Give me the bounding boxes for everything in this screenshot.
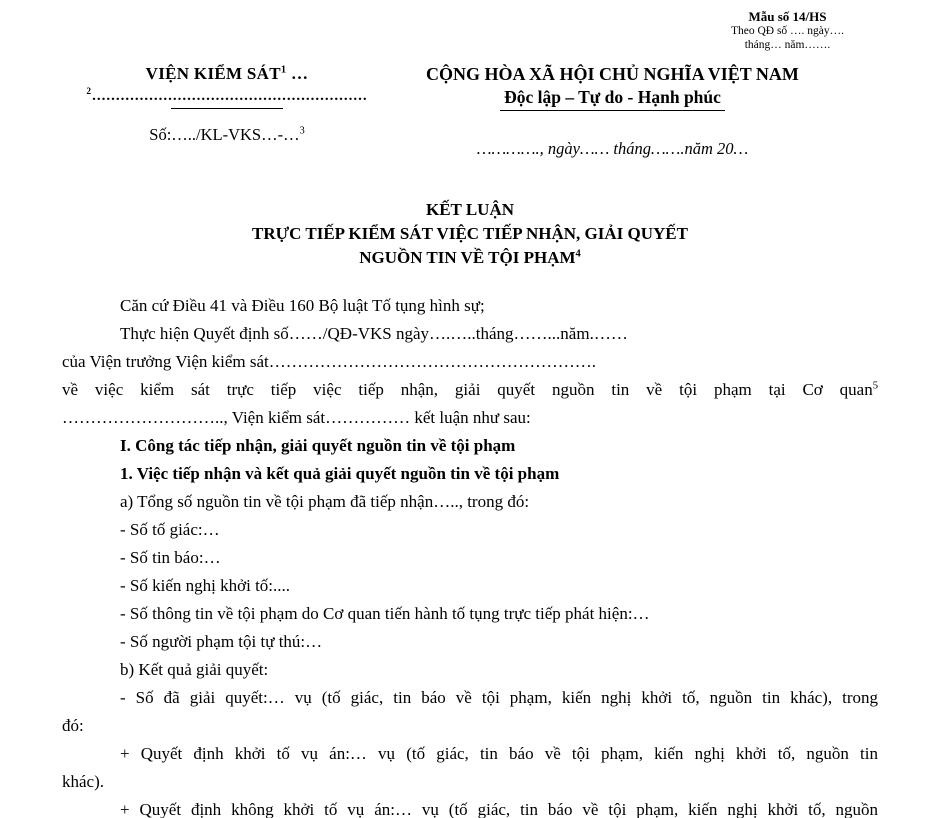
item-resolved-count-cont: đó: [62, 716, 84, 735]
item-denunciations: - Số tố giác:… [120, 520, 220, 539]
form-code-line3: tháng… năm……. [744, 39, 831, 51]
item-b-resolution-results: b) Kết quả giải quyết: [120, 660, 269, 679]
issuing-agency-block [62, 64, 392, 145]
paragraph-decision-cont: của Viện trưởng Viện kiểm sát…………………………………………………. [62, 352, 596, 371]
agency-name-dots: … [291, 64, 309, 83]
item-resolved-count: - Số đã giải quyết:… vụ (tố giác, tin báo về tội phạm, kiến nghị khởi tố, nguồn tin khác), trong [120, 688, 878, 707]
agency-name-text: VIỆN KIỂM SÁT [145, 64, 281, 83]
item-prosecution-decision: + Quyết định khởi tố vụ án:… vụ (tố giác, tin báo về tội phạm, kiến nghị khởi tố, nguồn tin [120, 744, 878, 763]
subsection-heading-1: 1. Việc tiếp nhận và kết quả giải quyết nguồn tin về tội phạm [120, 464, 560, 483]
paragraph-scope [62, 376, 878, 404]
document-body [62, 292, 878, 818]
section-heading-1: I. Công tác tiếp nhận, giải quyết nguồn tin về tội phạm [120, 436, 516, 455]
footnote-ref-1: 1 [280, 64, 287, 76]
document-number-text: Số:…../KL-VKS…-… [149, 125, 300, 144]
item-prosecution-decision-cont: khác). [62, 772, 105, 791]
form-code-title: Mẫu số 14/HS [748, 9, 827, 24]
document-number [62, 125, 392, 145]
footnote-ref-4: 4 [575, 248, 581, 260]
document-title-line3 [62, 246, 878, 270]
paragraph-legal-basis: Căn cứ Điều 41 và Điều 160 Bộ luật Tố tụng hình sự; [120, 296, 485, 315]
form-code-block [695, 10, 880, 52]
item-self-surrender: - Số người phạm tội tự thú:… [120, 632, 323, 651]
document-title-line2: TRỰC TIẾP KIỂM SÁT VIỆC TIẾP NHẬN, GIẢI QUYẾT [252, 224, 688, 243]
national-motto: Độc lập – Tự do - Hạnh phúc [500, 87, 725, 111]
item-directly-detected: - Số thông tin về tội phạm do Cơ quan tiến hành tố tụng trực tiếp phát hiện:… [120, 604, 650, 623]
form-code-line2: Theo QĐ số …. ngày…. [730, 25, 845, 37]
paragraph-scope-cont: ……………………….., Viện kiểm sát…………… kết luận như sau: [62, 408, 531, 427]
item-prosecution-petitions: - Số kiến nghị khởi tố:.... [120, 576, 291, 595]
national-header-block [380, 64, 845, 159]
national-title: CỘNG HÒA XÃ HỘI CHỦ NGHĨA VIỆT NAM [426, 64, 799, 84]
item-a-total-received: a) Tổng số nguồn tin về tội phạm đã tiếp nhận….., trong đó: [120, 492, 530, 511]
paragraph-decision: Thực hiện Quyết định số……/QĐ-VKS ngày….…..tháng……...năm.…… [120, 324, 628, 343]
agency-subline [62, 88, 392, 105]
footnote-ref-2: 2 [86, 87, 93, 97]
agency-subline-dots: .......................................................... [92, 88, 368, 104]
document-title [62, 198, 878, 270]
item-crime-reports: - Số tin báo:… [120, 548, 221, 567]
document-title-line3-text: NGUỒN TIN VỀ TỘI PHẠM [359, 248, 576, 267]
agency-name [62, 64, 392, 84]
footnote-ref-3: 3 [299, 125, 305, 137]
paragraph-scope-text: về việc kiểm sát trực tiếp việc tiếp nhận, giải quyết nguồn tin về tội phạm tại Cơ quan [62, 380, 873, 399]
document-title-line1: KẾT LUẬN [425, 200, 514, 219]
footnote-ref-5: 5 [872, 380, 878, 392]
item-non-prosecution-decision: + Quyết định không khởi tố vụ án:… vụ (tố giác, tin báo về tội phạm, kiến nghị khởi tố, nguồn [120, 800, 878, 818]
place-date-line: …………., ngày…… tháng…….năm 20… [476, 139, 749, 158]
agency-divider [171, 108, 283, 109]
